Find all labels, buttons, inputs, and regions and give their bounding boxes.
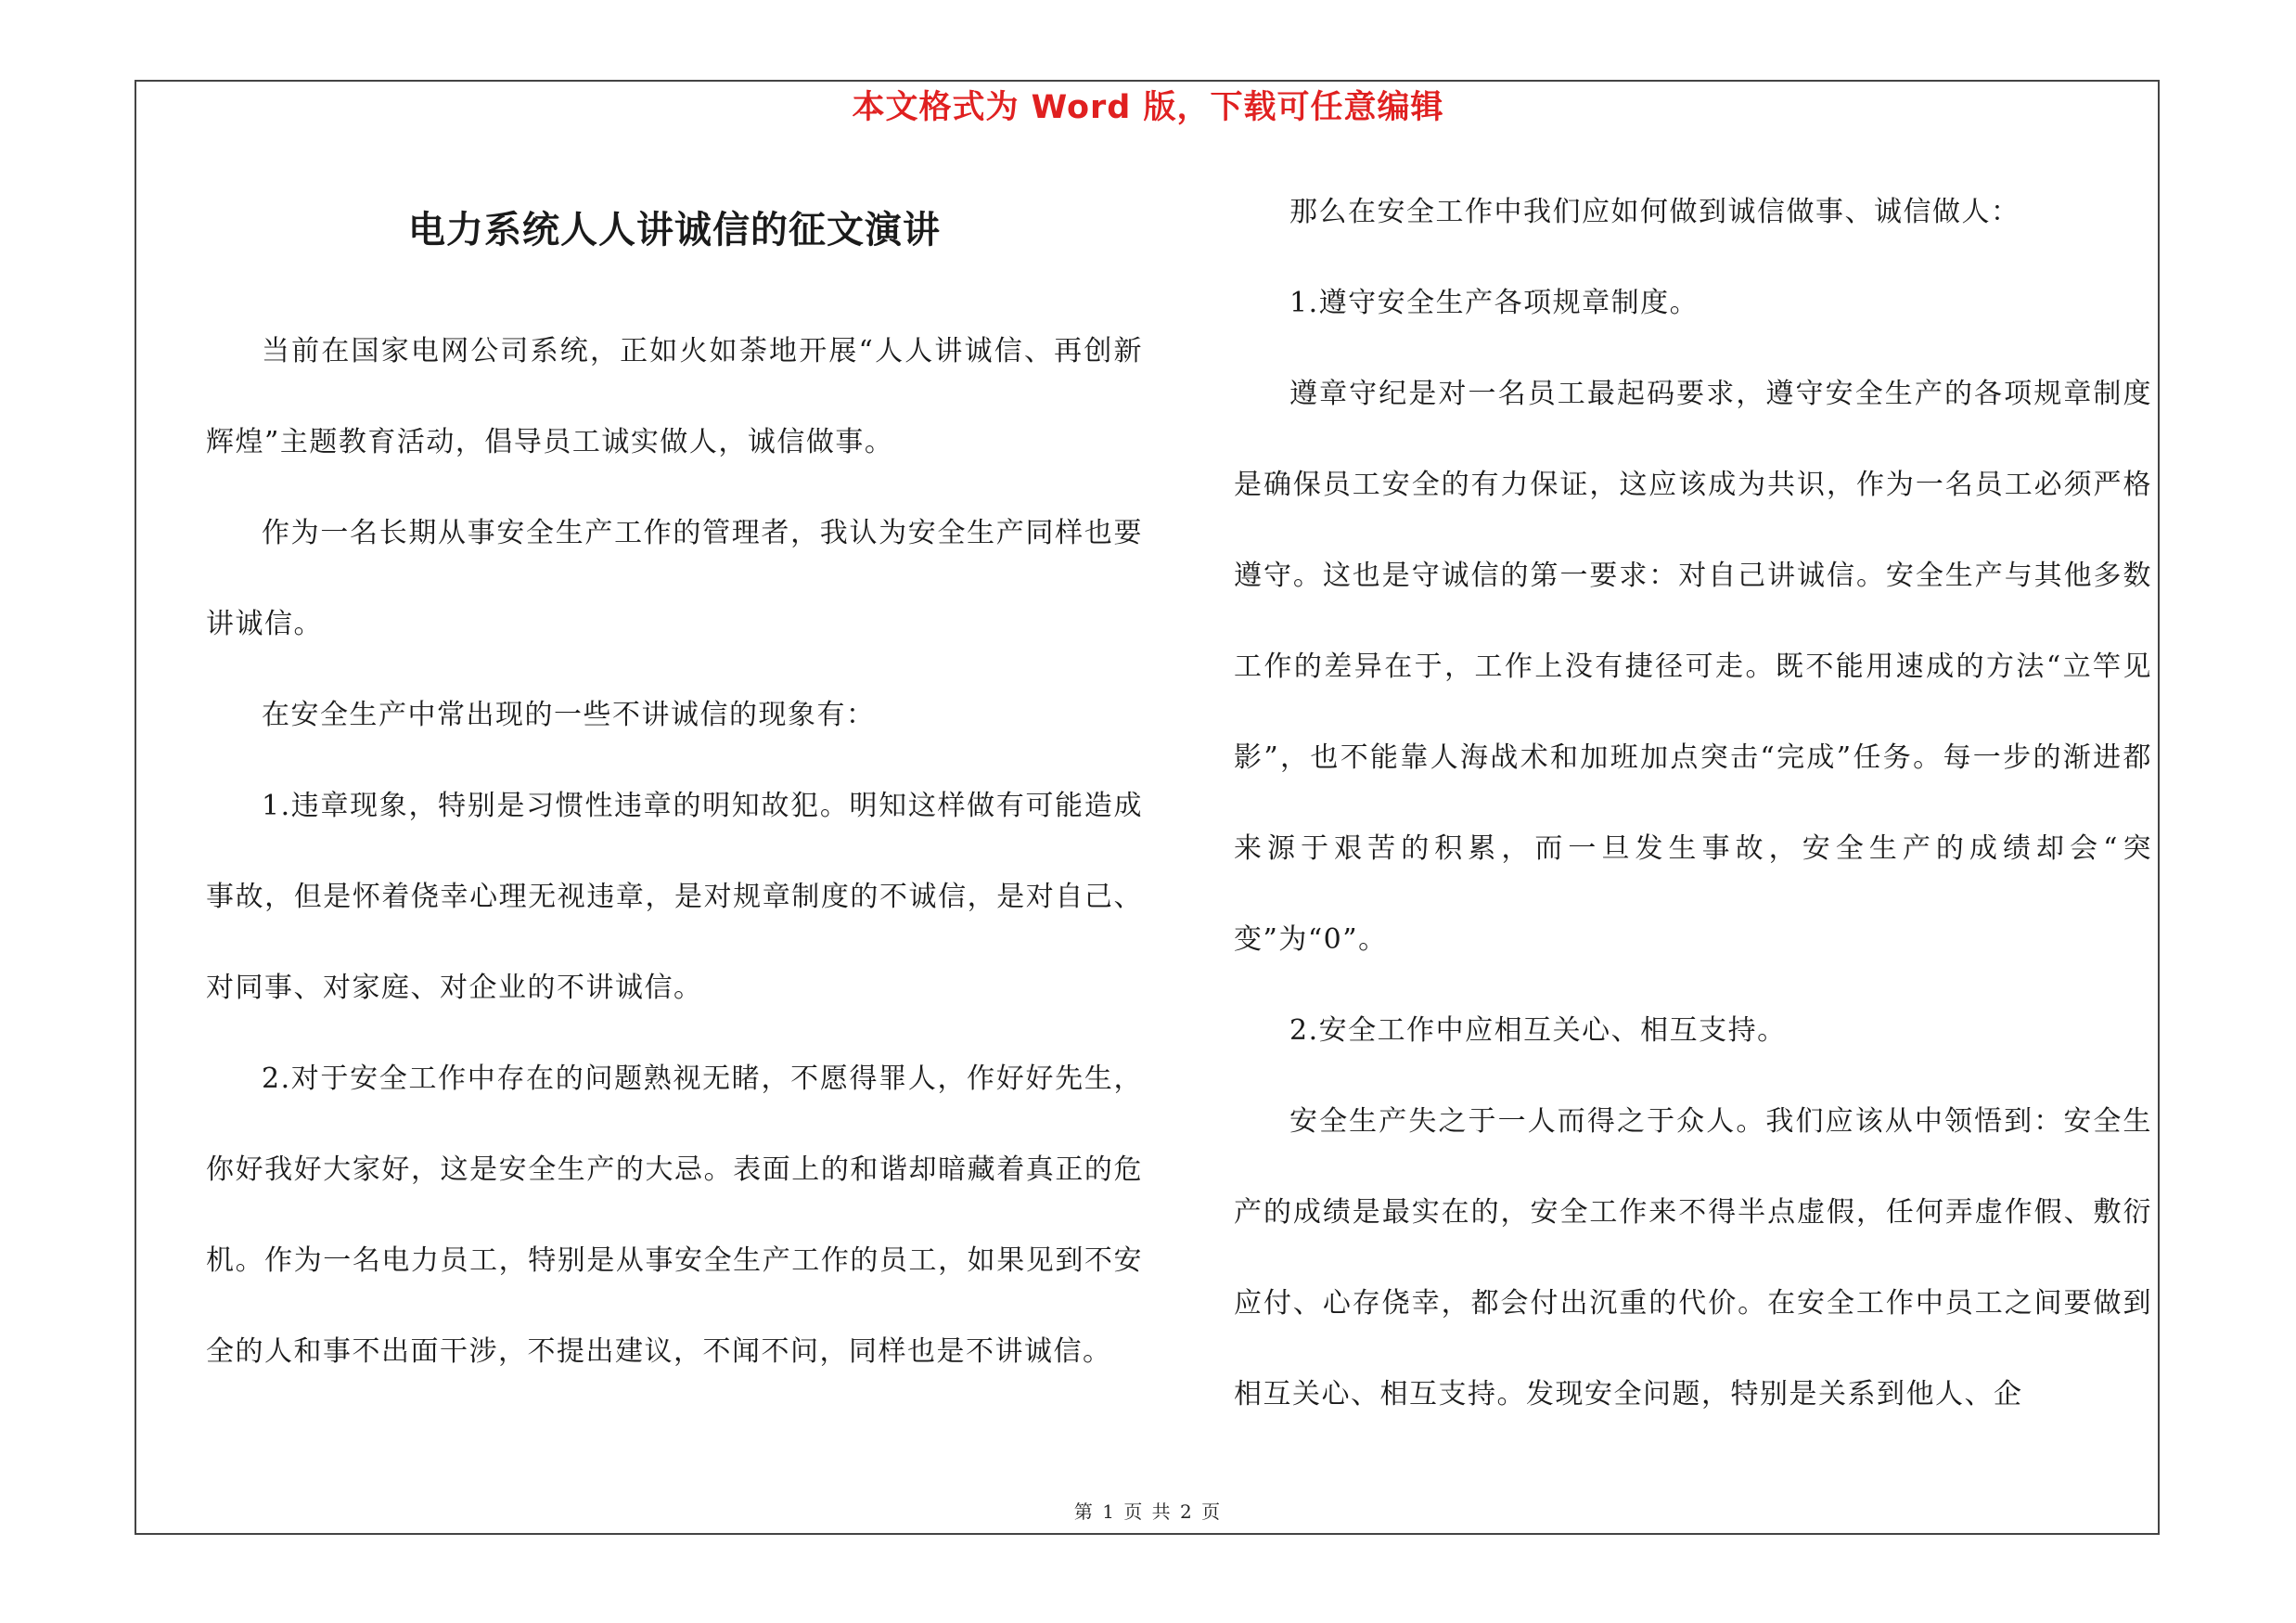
paragraph: 1.遵守安全生产各项规章制度。: [1289, 287, 1700, 319]
format-banner: 本文格式为 Word 版，下载可任意编辑: [852, 89, 1444, 126]
paragraph: 遵章守纪是对一名员工最起码要求，遵守安全生产的各项规章制度是确保员工安全的有力保证，这应该成为共识，作为一名员工必须严格遵守。这也是守诚信的第一要求：对自己讲诚信。安全生产与其他多数工作的差异在于，工作上没有捷径可走。既不能用速成的方法“立竿见影”，也不能靠人海战术和加班加点突击“完成”任务。每一步的渐进都来源于艰苦的积累，而一旦发生事故，安全生产的成绩却会“突变”为“0”。: [1234, 378, 2152, 956]
paragraph: 安全生产失之于一人而得之于众人。我们应该从中领悟到：安全生产的成绩是最实在的，安全工作来不得半点虚假，任何弄虚作假、敷衍应付、心存侥幸，都会付出沉重的代价。在安全工作中员工之间要做到相互关心、相互支持。发现安全问题，特别是关系到他人、企: [1234, 1105, 2152, 1410]
paragraph: 那么在安全工作中我们应如何做到诚信做事、诚信做人：: [1289, 196, 2020, 228]
right-column-body: [1234, 167, 2152, 1440]
document-title: 电力系统人人讲诚信的征文演讲: [408, 209, 941, 251]
paragraph: 在安全生产中常出现的一些不讲诚信的现象有：: [262, 699, 876, 731]
paragraph: 当前在国家电网公司系统，正如火如荼地开展“人人讲诚信、再创新辉煌”主题教育活动，倡导员工诚实做人，诚信做事。: [206, 335, 1143, 458]
paragraph: 2.安全工作中应相互关心、相互支持。: [1289, 1014, 1787, 1047]
paragraph: 1.违章现象，特别是习惯性违章的明知故犯。明知这样做有可能造成事故，但是怀着侥幸心理无视违章，是对规章制度的不诚信，是对自己、对同事、对家庭、对企业的不讲诚信。: [206, 790, 1143, 1004]
left-column-body: [206, 306, 1143, 1398]
paragraph: 2.对于安全工作中存在的问题熟视无睹，不愿得罪人，作好好先生，你好我好大家好，这是安全生产的大忌。表面上的和谐却暗藏着真正的危机。作为一名电力员工，特别是从事安全生产工作的员工，如果见到不安全的人和事不出面干涉，不提出建议，不闻不问，同样也是不讲诚信。: [206, 1063, 1143, 1368]
page-number: 第 1 页 共 2 页: [1073, 1501, 1223, 1523]
paragraph: 作为一名长期从事安全生产工作的管理者，我认为安全生产同样也要讲诚信。: [206, 517, 1143, 640]
